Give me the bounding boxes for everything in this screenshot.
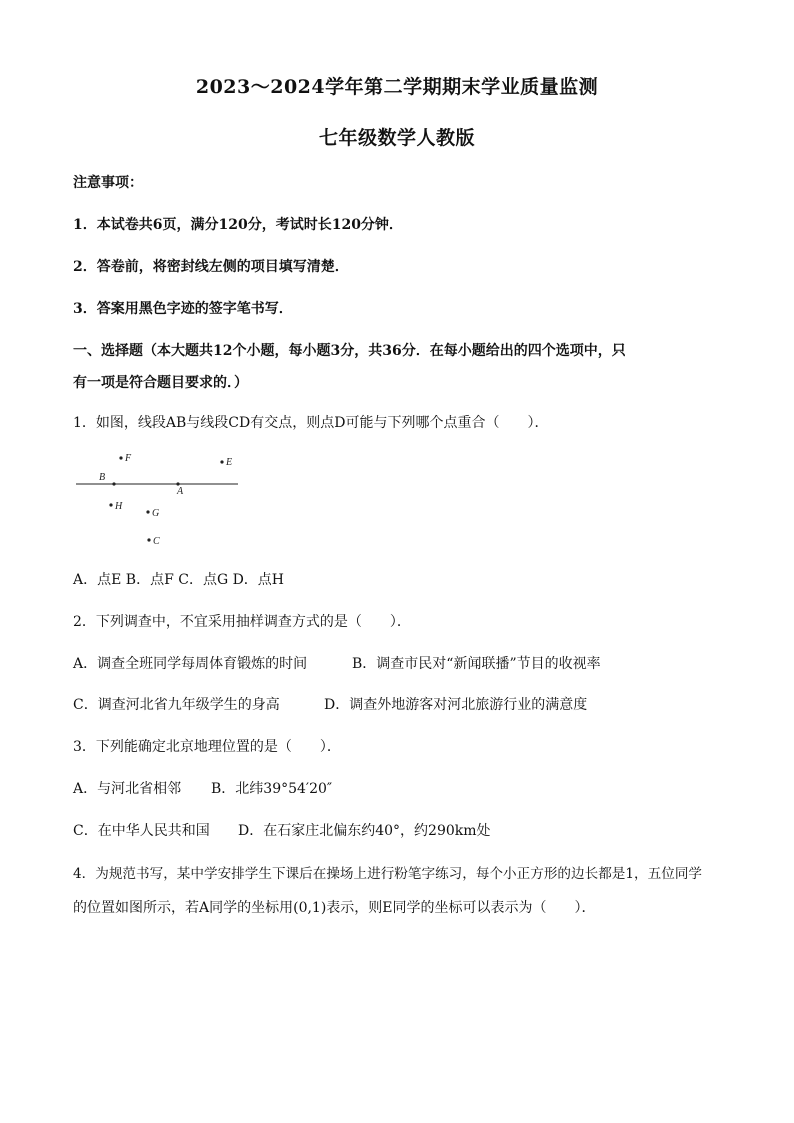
note-item-3: 3．答案用黑色字迹的签字笔书写． bbox=[73, 301, 293, 317]
label-b: B bbox=[99, 472, 106, 483]
question-3-option-b: B．北纬39°54′20″ bbox=[211, 781, 333, 797]
question-2-option-b: B．调查市民对“新闻联播”节目的收视率 bbox=[352, 656, 601, 672]
question-3-option-c: C．在中华人民共和国 bbox=[73, 823, 210, 839]
question-1-options: A．点E B．点F C．点G D．点H bbox=[73, 572, 285, 588]
question-2-option-c: C．调查河北省九年级学生的身高 bbox=[73, 697, 280, 713]
question-4-line2: 的位置如图所示，若A同学的坐标用(0,1)表示，则E同学的坐标可以表示为（ ）． bbox=[73, 900, 596, 916]
exam-title: 2023～2024学年第二学期期末学业质量监测 bbox=[195, 76, 599, 98]
point-g bbox=[146, 510, 149, 513]
point-b bbox=[112, 482, 115, 485]
point-c bbox=[147, 538, 150, 541]
question-2-option-a: A．调查全班同学每周体育锻炼的时间 bbox=[73, 656, 308, 672]
label-g: G bbox=[152, 508, 160, 519]
question-2-stem: 2．下列调查中，不宜采用抽样调查方式的是（ ）． bbox=[73, 614, 411, 630]
point-e bbox=[220, 460, 223, 463]
point-h bbox=[109, 503, 112, 506]
question-3-stem: 3．下列能确定北京地理位置的是（ ）． bbox=[73, 739, 341, 755]
section1-heading-line2: 有一项是符合题目要求的．） bbox=[73, 375, 248, 391]
label-f: F bbox=[125, 453, 132, 464]
label-h: H bbox=[115, 501, 123, 512]
label-e: E bbox=[226, 457, 233, 468]
point-f bbox=[119, 456, 122, 459]
question-1-stem: 1．如图，线段AB与线段CD有交点，则点D可能与下列哪个点重合（ ）． bbox=[73, 415, 549, 431]
label-c: C bbox=[153, 536, 160, 547]
question-3-option-a: A．与河北省相邻 bbox=[73, 781, 182, 797]
exam-subtitle: 七年级数学人教版 bbox=[318, 127, 475, 149]
note-item-2: 2．答卷前，将密封线左侧的项目填写清楚． bbox=[73, 259, 349, 275]
section1-heading-line1: 一、选择题（本大题共12个小题，每小题3分，共36分．在每小题给出的四个选项中，只 bbox=[73, 343, 626, 359]
notes-heading: 注意事项： bbox=[73, 175, 143, 191]
question-3-option-d: D．在石家庄北偏东约40°，约290km处 bbox=[238, 823, 491, 839]
question-2-option-d: D．调查外地游客对河北旅游行业的满意度 bbox=[324, 697, 588, 713]
label-a: A bbox=[177, 486, 184, 497]
note-item-1: 1．本试卷共6页，满分120分，考试时长120分钟． bbox=[73, 217, 403, 233]
question-1-figure bbox=[70, 448, 245, 553]
question-4-line1: 4．为规范书写，某中学安排学生下课后在操场上进行粉笔字练习，每个小正方形的边长都是1，五位同学 bbox=[73, 866, 703, 882]
